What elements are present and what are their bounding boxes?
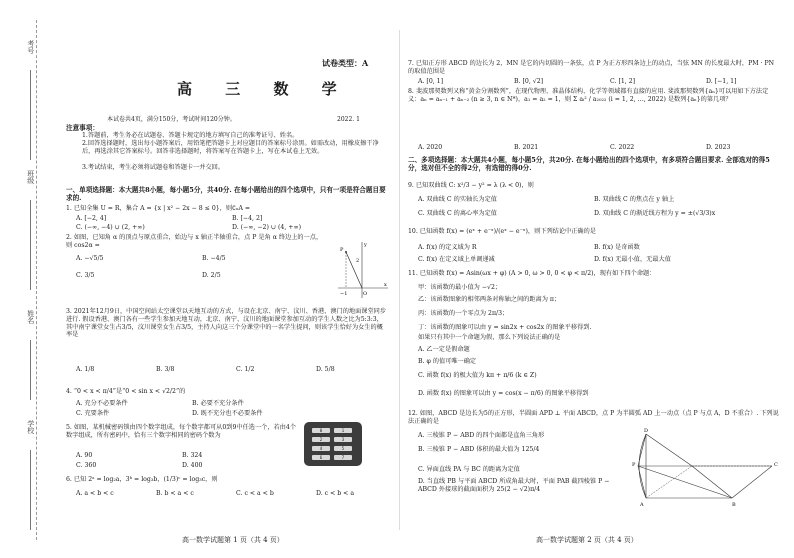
q9-option-b: B. 双曲线 C 的焦点在 y 轴上 [594,196,675,203]
q1-option-a: A. [−2, 4] [76,215,107,222]
binding-margin [0,0,50,558]
section-2-heading: 二、多项选择题：本大题共4小题，每小题5分，共20分. 在每小题给出的四个选项中，有多项符合题目要求. 全部选对的得5分，选对但不全的得2分，有选错的得0分. [408,156,770,173]
q12-option-a: A. 三棱锥 P − ABD 的四个面都是直角三角形 [418,432,545,439]
q2-option-d: D. 2/5 [202,272,221,279]
exam-no-label: 考号 [26,40,35,54]
note-2: 2.回答选择题时，选出每小题答案后，用铅笔把答题卡上对应题目的答案标号涂黑。如需改动，用橡皮擦干净后，再选涂其它答案标号。回答非选择题时，将答案写在答题卡上，写在本试卷上无效。 [82,140,379,155]
q5-option-b: B. 324 [182,452,203,459]
q5-option-d: D. 400 [182,462,203,469]
q2-fig-p-label: P [340,247,344,253]
q8-option-c: C. 2022 [610,144,635,151]
school-blank [30,450,31,530]
q2-stem: 2. 如图，已知角 α 的顶点与原点重合，始边与 x 轴正半轴重合，点 P 是角 α 终边上的一点，则 cos2α = [66,234,323,249]
q6-option-d: D. c < b < a [316,490,355,497]
q11-option-b: B. φ 的值可唯一确定 [418,358,477,365]
note-3: 3.考试结束，考生必须将试题卷和答题卡一并交回。 [82,164,225,171]
q2-fig-y-label: y [364,242,367,248]
q12-stem: 12. 如图，ABCD 是边长为5的正方形，半圆面 APD ⊥ 平面 ABCD，点 P 为半圆弧 AD 上一动点（点 P 与点 A，D 不重合）. 下列说法正确的是 [408,410,779,425]
lock-dial-8: 7 [334,455,352,460]
q10-option-a: A. f(x) 的定义域为 R [418,244,477,251]
school-label: 学校 [26,420,35,434]
exam-date: 2022. 1 [337,116,360,123]
q4-option-c: C. 充要条件 [76,410,110,417]
q8-option-d: D. 2023 [706,144,731,151]
lock-dial-3: 2 [312,437,330,442]
q1-option-d: D. (−∞, −2) ∪ (4, +∞) [232,224,302,231]
q11-item-question: 如果只有其中一个命题为假，那么下列说法正确的是 [418,334,561,341]
q12-fig-b-label: B [732,502,736,508]
q11-option-c: C. 函数 f(x) 的极大值为 kπ + π/6 (k ∈ Z) [418,372,537,379]
q11-item-ding: 丁：该函数的图象可以由 y = sin2x + cos2x 的图象平移得到. [418,324,592,331]
exam-title: 高 三 数 学 [177,80,351,98]
q11-stem: 11. 已知函数 f(x) = Asin(ωx + φ) (A > 0, ω > 0, 0 < φ < π/2)，现有如下四个命题： [408,270,656,277]
q2-fig-o-label: O [363,291,368,297]
paper-type: 试卷类型：A [322,58,369,68]
page-2 [404,0,786,558]
q3-option-d: D. 5/8 [316,366,335,373]
q2-fig-x-label: x [384,282,387,288]
q12-fig-a-label: A [640,502,644,508]
q6-option-a: A. a < b < c [76,490,114,497]
q2-fig-two-label: 2 [356,258,360,264]
q6-stem: 6. 已知 2ᵃ = log₂a，3ᵇ = log₃b，(1/3)ᶜ = log₃c，则 [66,476,218,483]
q4-option-a: A. 充分不必要条件 [76,400,128,407]
q7-option-d: D. [−1, 1] [706,78,737,85]
q2-fig-neg1-label: −1 [340,291,348,297]
binding-dashed-line [36,20,37,540]
q11-item-bing: 丙：该函数的一个零点为 2π/3； [418,310,509,317]
section-1-heading: 一、单项选择题：本大题共8小题，每小题5分，共40分. 在每小题给出的四个选项中，只有一项是符合题目要求的. [66,186,386,203]
q9-option-d: D. 双曲线 C 的渐近线方程为 y = ±(√3/3)x [594,210,716,217]
name-label: 姓名 [26,310,35,324]
q12-option-d: D. 当直线 PB 与平面 ABCD 所成角最大时，平面 PAB 截四棱锥 P − ABCD 外接球的截面面积为 25(2 − √2)π/4 [418,478,610,493]
q12-figure [632,426,782,516]
lock-dial-2: 1 [334,428,352,433]
q8-option-a: A. 2020 [418,144,443,151]
class-label: 班级 [26,170,35,184]
q10-option-b: B. f(x) 是奇函数 [594,244,640,251]
q12-fig-c-label: C [774,462,778,468]
lock-dial-7: 6 [312,455,330,460]
q10-option-d: D. f(x) 无最小值，无最大值 [594,256,671,263]
q7-option-c: C. [1, 2] [610,78,636,85]
q5-option-c: C. 360 [76,462,97,469]
notes-heading: 注意事项： [66,124,99,132]
page-2-footer: 高一数学试题第 2 页（共 4 页） [536,536,638,544]
q8-option-b: B. 2021 [514,144,539,151]
q11-item-yi: 乙：该函数图象的相邻两条对称轴之间的距离为 π； [418,296,561,303]
q4-stem: 4. “0 < x < π/4”是“0 < sin x < √2/2”的 [66,388,186,395]
q1-option-c: C. (−∞, −4) ∪ (2, +∞) [76,224,145,231]
q7-stem: 7. 已知正方形 ABCD 的边长为 2，MN 是它的内切圆的一条弦，点 P 为正方形四条边上的动点，当弦 MN 的长度最大时，PM · PN 的取值范围是 [408,60,775,75]
page-1-footer: 高一数学试题第 1 页（共 4 页） [182,536,284,544]
class-blank [30,200,31,290]
q12-option-c: C. 异面直线 PA 与 BC 的距离为定值 [418,466,520,473]
q9-stem: 9. 已知双曲线 C: x²/3 − y² = λ (λ < 0)，则 [408,182,534,189]
q3-stem: 3. 2021年12月9日，中国空间站太空课堂以天地互动的方式，与设在北京、南宁、汶川、香港、澳门的地面课堂同步进行. 假设香港、澳门各有一些学生参加天地互动，北京、南宁、汶川的地面课堂参加互动的学生人数之比为5:3:3，其中南宁课堂女生占3/5，汶川课堂女生占3/5，主持人向这三个分课堂中的一名学生提问，则该学生恰好为女生的概率是 [66,308,387,339]
page-divider [399,30,400,530]
q3-option-c: C. 1/2 [236,366,255,373]
q5-stem: 5. 如图，某机械密码锁由四个数字组成，每个数字都可从0到9中任选一个，若由4个数字组成，所有密码中，恰有三个数字相同的密码个数为 [66,424,297,439]
q3-option-a: A. 1/8 [76,366,95,373]
q7-option-b: B. [0, √2] [514,78,544,85]
q11-option-d: D. 函数 f(x) 的图象可以由 y = cos(x − π/6) 的图象平移得到 [418,390,589,397]
exam-no-blank [30,70,31,160]
q6-option-b: B. b < a < c [156,490,194,497]
q9-option-a: A. 双曲线 C 的实轴长为定值 [418,196,497,203]
q1-option-b: B. [−4, 2] [232,215,263,222]
exam-intro: 本试卷共4页，满分150分，考试时间120分钟。 [107,116,236,123]
name-blank [30,340,31,400]
q3-option-b: B. 3/8 [156,366,175,373]
q1-stem: 1. 已知全集 U = R，集合 A = {x | x² − 2x − 8 ≤ 0}，则∁ᵤA = [66,205,251,212]
q10-option-c: C. f(x) 在定义域上单调递减 [418,256,495,263]
q5-option-a: A. 90 [76,452,93,459]
q4-option-b: B. 必要不充分条件 [192,400,244,407]
lock-dial-1: 0 [312,428,330,433]
q8-stem: 8. 斐波那契数列又称“黄金分割数列”，在现代物理、准晶体结构、化学等领域都有直接的应用. 斐波那契数列{aₙ}可以用如下方法定义：aₙ = aₙ₋₁ + aₙ₋₂ (n ≥ 3, n ∈ N*)，a₁ = a₂ = 1，则 Σ aᵢ² / a₂₀₂₂ (i = 1, 2, …, 2022) 是数列{aₙ}的第几项？ [408,88,769,103]
note-1: 1.答题前，考生务必在试题卷、答题卡规定的地方填写自己的准考证号、姓名。 [82,132,299,139]
combination-lock-figure [304,422,362,466]
lock-dial-4: 3 [334,437,352,442]
page-1 [52,0,392,558]
lock-dial-6: 5 [334,446,352,451]
q12-fig-p-label: P [632,462,636,468]
q11-item-jia: 甲：该函数的最小值为 −√2； [418,284,502,291]
q10-stem: 10. 已知函数 f(x) = (eˣ + e⁻ˣ)/(eˣ − e⁻ˣ)，则下列结论中正确的是 [408,228,596,235]
q12-option-b: B. 三棱锥 P − ABD 体积的最大值为 125/4 [418,446,540,453]
q2-option-b: B. −4/5 [202,255,226,262]
q4-option-d: D. 既不充分也不必要条件 [192,410,263,417]
q12-fig-d-label: D [644,428,649,434]
q2-figure [334,240,390,300]
lock-dial-5: 4 [312,446,330,451]
q2-option-a: A. −√5/5 [76,255,104,262]
q7-option-a: A. [0, 1] [418,78,444,85]
q9-option-c: C. 双曲线 C 的离心率为定值 [418,210,497,217]
q2-option-c: C. 3/5 [76,272,95,279]
q11-option-a: A. 乙一定是假命题 [418,346,470,353]
q6-option-c: C. c < a < b [236,490,274,497]
